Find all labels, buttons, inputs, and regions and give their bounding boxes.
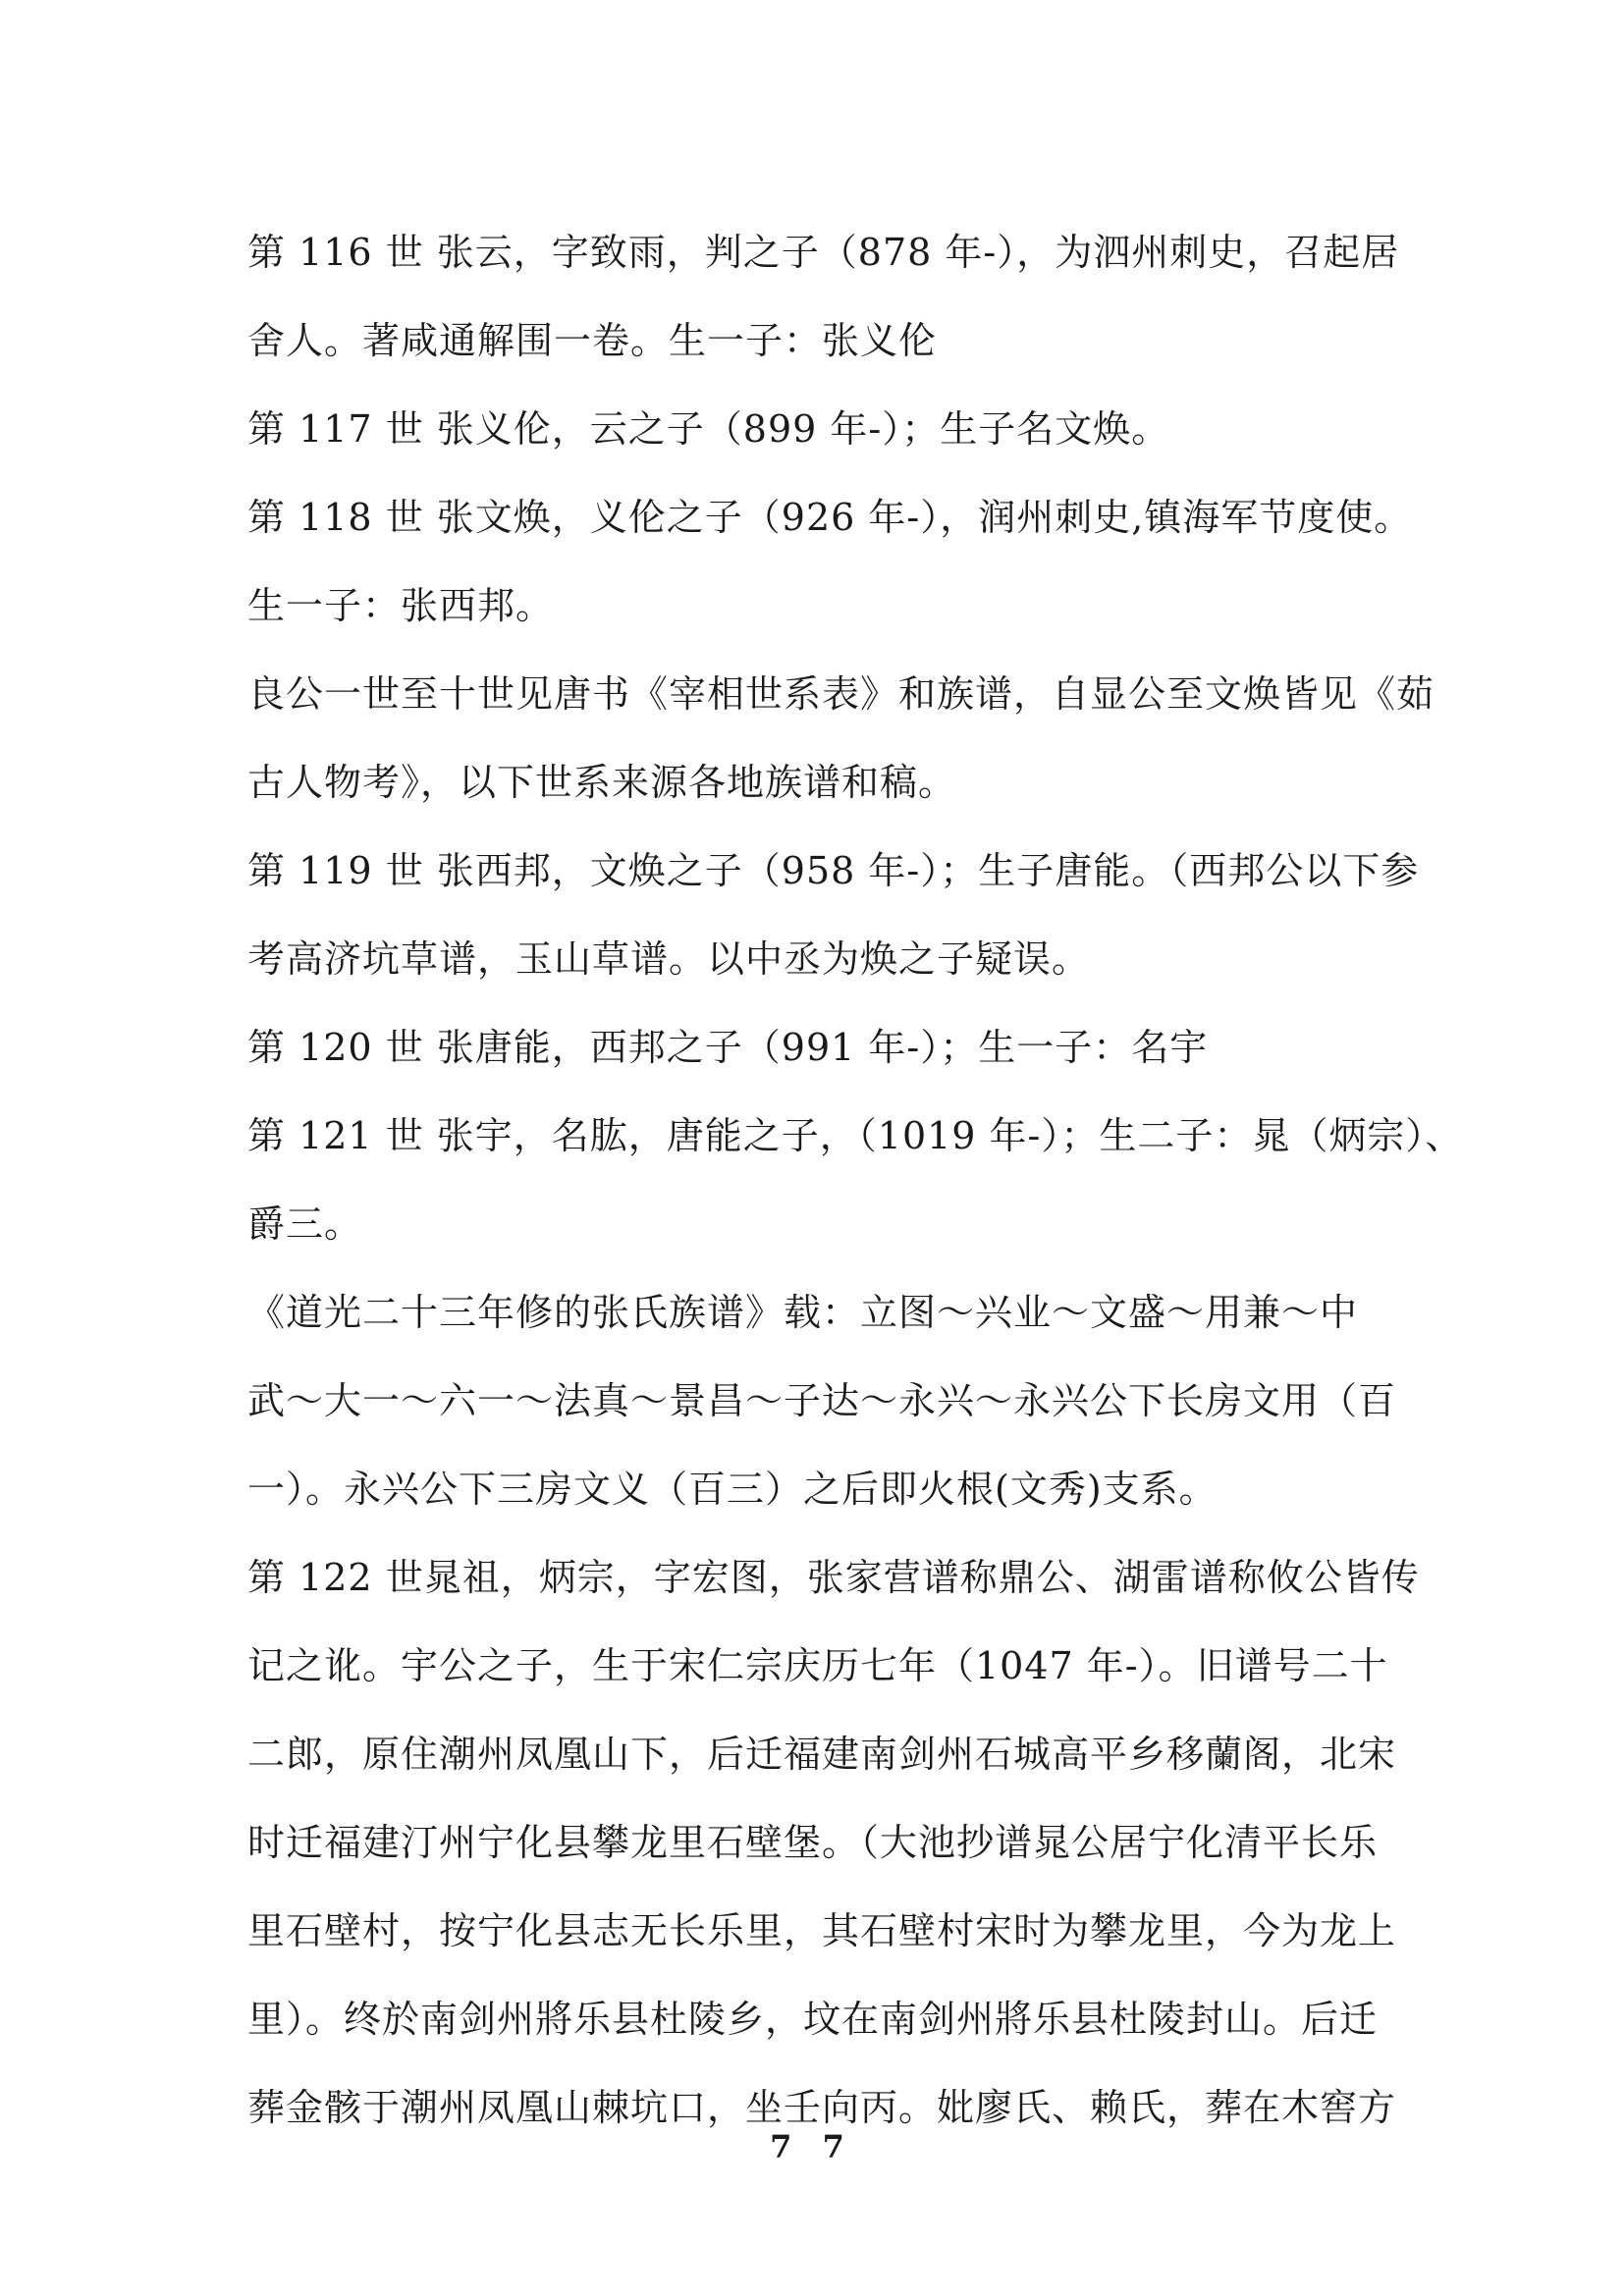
text-line: 二郎，原住潮州凤凰山下，后迁福建南剑州石城高平乡移蘭阁，北宋	[247, 1733, 1397, 1776]
document-body	[247, 208, 1464, 2152]
text-line: 葬金骸于潮州凤凰山棘坑口，坐壬向丙。妣廖氏、赖氏，葬在木窖方	[247, 2086, 1397, 2129]
text-line: 良公一世至十世见唐书《宰相世系表》和族谱，自显公至文焕皆见《茹	[247, 672, 1435, 716]
text-line: 第 120 世 张唐能，西邦之子（991 年-）；生一子：名宇	[247, 1026, 1209, 1069]
text-line: 第 116 世 张云，字致雨，判之子（878 年-），为泗州刺史，召起居	[247, 231, 1400, 274]
text-line: 舍人。著咸通解围一卷。生一子：张义伦	[247, 319, 938, 362]
text-line: 生一子：张西邦。	[247, 584, 555, 627]
text-line: 里）。终於南剑州將乐县杜陵乡，坟在南剑州將乐县杜陵封山。后迁	[247, 1998, 1379, 2041]
text-line: 第 119 世 张西邦，文焕之子（958 年-）；生子唐能。（西邦公以下参	[247, 849, 1420, 892]
page-number: 7 7	[770, 2128, 854, 2165]
text-line: 考高济坑草谱，玉山草谱。以中丞为焕之子疑误。	[247, 937, 1091, 981]
text-line: 时迁福建汀州宁化县攀龙里石壁堡。（大池抄谱晁公居宁化清平长乐	[247, 1821, 1379, 1864]
text-line: 第 121 世 张宇，名肱，唐能之子，（1019 年-）；生二子：晁（炳宗）、	[247, 1114, 1464, 1157]
text-line: 第 122 世晁祖，炳宗，字宏图，张家营谱称鼎公、湖雷谱称攸公皆传	[247, 1556, 1420, 1599]
text-line: 《道光二十三年修的张氏族谱》载：立图～兴业～文盛～用兼～中	[247, 1291, 1359, 1334]
text-line: 第 117 世 张义伦，云之子（899 年-）；生子名文焕。	[247, 407, 1170, 451]
text-line: 第 118 世 张文焕，义伦之子（926 年-），润州刺史,镇海军节度使。	[247, 496, 1413, 539]
text-line: 爵三。	[247, 1202, 363, 1246]
text-line: 记之讹。宇公之子，生于宋仁宗庆历七年（1047 年-）。旧谱号二十	[247, 1644, 1388, 1687]
text-line: 一）。永兴公下三房文义（百三）之后即火根(文秀)支系。	[247, 1468, 1218, 1511]
text-line: 古人物考》，以下世系来源各地族谱和稿。	[247, 761, 957, 804]
text-line: 武～大一～六一～法真～景昌～子达～永兴～永兴公下长房文用（百	[247, 1379, 1397, 1422]
text-line: 里石壁村，按宁化县志无长乐里，其石壁村宋时为攀龙里，今为龙上	[247, 1909, 1397, 1952]
